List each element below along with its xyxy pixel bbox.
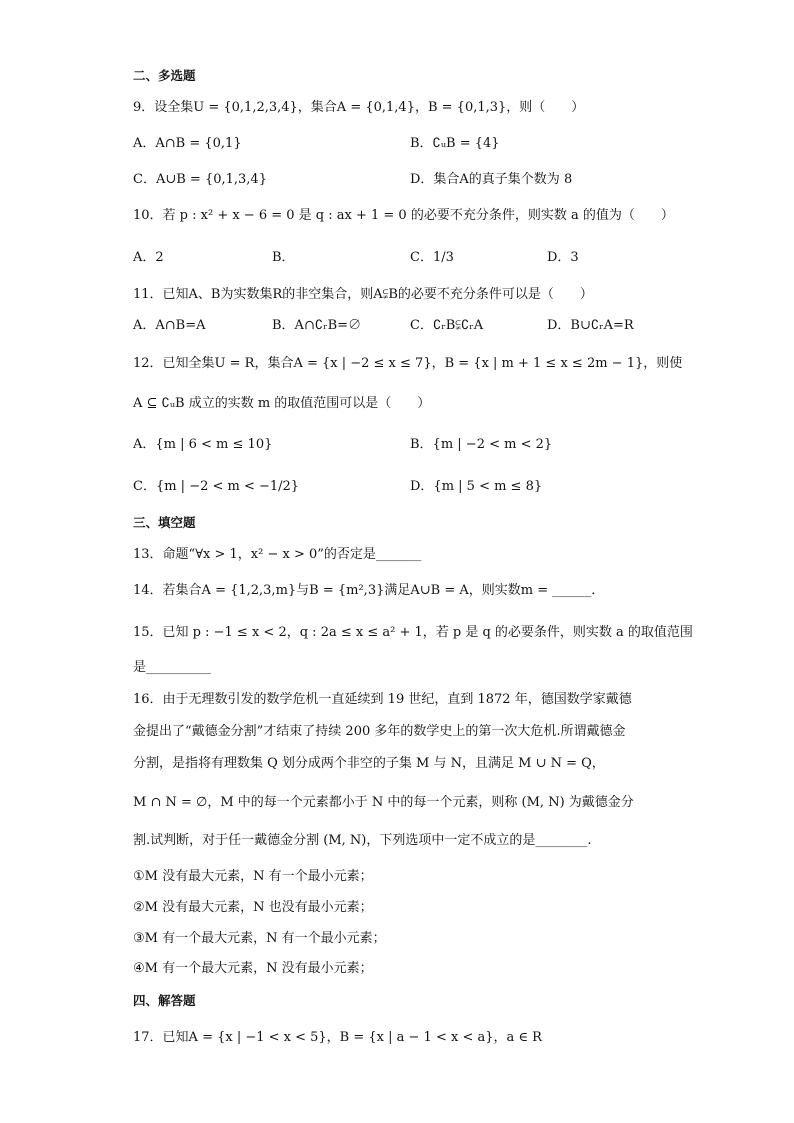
question-9-stem: 9．设全集U = {0,1,2,3,4}，集合A = {0,1,4}，B = {0,1,3}，则（ ） xyxy=(133,100,585,115)
question-10-option-c: C．1/3 xyxy=(410,250,454,265)
question-12-stem-line1: 12．已知全集U = R，集合A = {x | −2 ≤ x ≤ 7}，B = {x | m + 1 ≤ x ≤ 2m − 1}，则使 xyxy=(133,356,683,371)
question-16-line5: 割.试判断，对于任一戴德金分割 (M, N)，下列选项中一定不成立的是________. xyxy=(133,833,592,848)
question-10-option-b: B． xyxy=(272,250,295,265)
question-9-option-b: B．∁ᵤB = {4} xyxy=(410,136,500,151)
question-16-line2: 金提出了“戴德金分割”才结束了持续 200 多年的数学史上的第一次大危机.所谓戴德金 xyxy=(133,724,626,739)
question-14: 14．若集合A = {1,2,3,m}与B = {m²,3}满足A∪B = A，则实数m = ______． xyxy=(133,583,605,598)
question-13: 13．命题“∀x > 1，x² − x > 0”的否定是_______ xyxy=(133,547,422,562)
question-11-stem: 11．已知A、B为实数集R的非空集合，则A⫋B的必要不充分条件可以是（ ） xyxy=(133,287,593,302)
question-9-option-c: C．A∪B = {0,1,3,4} xyxy=(133,172,267,187)
question-10-stem: 10．若 p : x² + x − 6 = 0 是 q : ax + 1 = 0 的必要不充分条件，则实数 a 的值为（ ） xyxy=(133,208,674,223)
question-15-line2: 是__________ xyxy=(133,660,212,675)
question-9-option-a: A．A∩B = {0,1} xyxy=(133,136,242,151)
question-16-option-1: ①M 没有最大元素，N 有一个最小元素； xyxy=(133,869,373,884)
question-10-option-a: A．2 xyxy=(133,250,164,265)
section-heading-answer: 四、解答题 xyxy=(133,993,196,1008)
question-16-option-2: ②M 没有最大元素，N 也没有最小元素； xyxy=(133,900,373,915)
question-11-option-a: A．A∩B=A xyxy=(133,318,206,333)
question-10-option-d: D．3 xyxy=(547,250,579,265)
question-16-option-3: ③M 有一个最大元素，N 有一个最小元素； xyxy=(133,931,386,946)
question-17: 17．已知A = {x | −1 < x < 5}，B = {x | a − 1 < x < a}，a ∈ R xyxy=(133,1030,542,1045)
question-15-line1: 15．已知 p : −1 ≤ x < 2，q : 2a ≤ x ≤ a² + 1，若 p 是 q 的必要条件，则实数 a 的取值范围 xyxy=(133,625,693,640)
question-12-stem-line2: A ⊆ ∁ᵤB 成立的实数 m 的取值范围可以是（ ） xyxy=(133,396,431,411)
question-16-line1: 16．由于无理数引发的数学危机一直延续到 19 世纪，直到 1872 年，德国数学家戴德 xyxy=(133,692,632,707)
question-16-line3: 分割，是指将有理数集 Q 划分成两个非空的子集 M 与 N，且满足 M ∪ N = Q， xyxy=(133,756,605,771)
question-9-option-d: D．集合A的真子集个数为 8 xyxy=(410,172,573,187)
question-16-option-4: ④M 有一个最大元素，N 没有最小元素； xyxy=(133,961,373,976)
question-16-line4: M ∩ N = ∅，M 中的每一个元素都小于 N 中的每一个元素，则称 (M, N) 为戴德金分 xyxy=(133,795,634,810)
section-heading-multi-choice: 二、多选题 xyxy=(133,68,196,83)
question-11-option-d: D．B∪∁ᵣA=R xyxy=(547,318,634,333)
question-12-option-c: C．{m | −2 < m < −1/2} xyxy=(133,479,300,494)
question-12-option-a: A．{m | 6 < m ≤ 10} xyxy=(133,437,273,452)
section-heading-fill-blank: 三、填空题 xyxy=(133,515,196,530)
question-11-option-c: C．∁ᵣB⫋∁ᵣA xyxy=(410,318,484,333)
question-12-option-d: D．{m | 5 < m ≤ 8} xyxy=(410,479,543,494)
question-12-option-b: B．{m | −2 < m < 2} xyxy=(410,437,553,452)
question-11-option-b: B．A∩∁ᵣB=∅ xyxy=(272,318,362,333)
